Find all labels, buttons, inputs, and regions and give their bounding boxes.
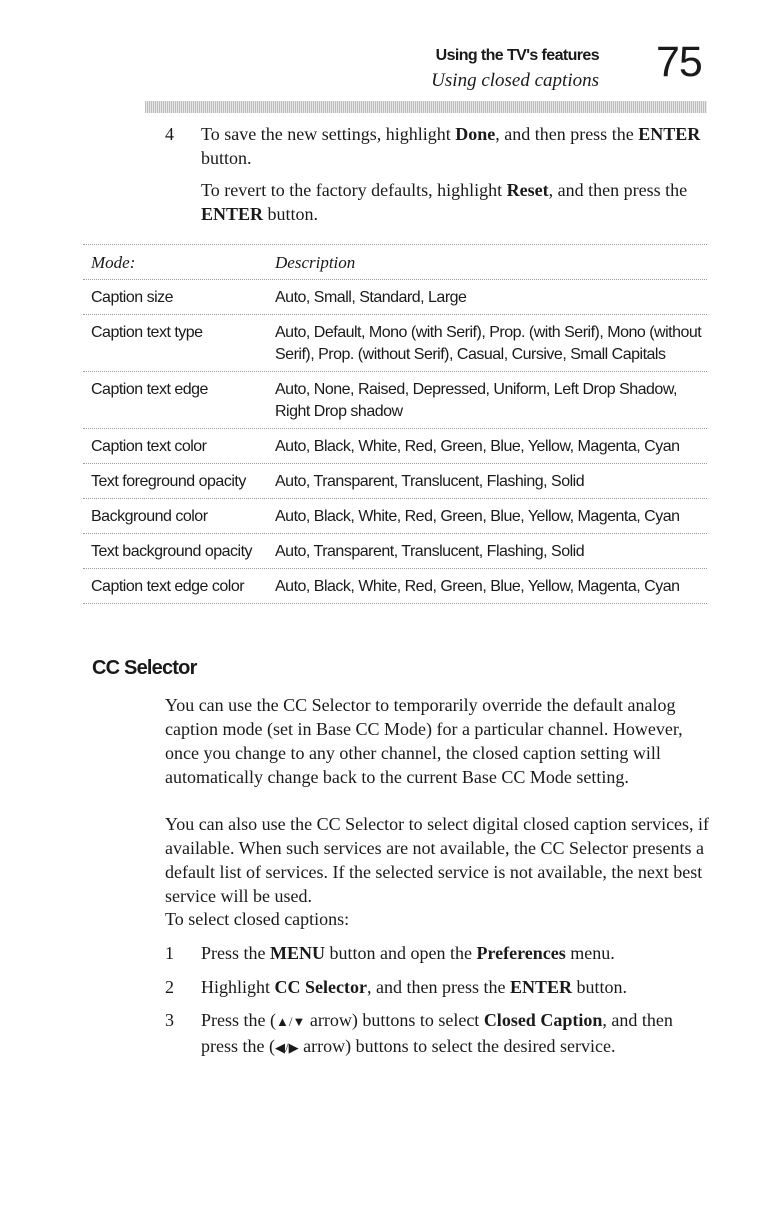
left-right-arrow-icon: ◀/▶ (274, 1040, 299, 1055)
page-number: 75 (656, 38, 702, 86)
cc-paragraph-2: You can also use the CC Selector to select digital closed caption services, if available. When such services are not available, the CC Selector presents a default list of services. If the selected service is not available, the next best service will be used. (165, 814, 710, 906)
section-heading: CC Selector (92, 657, 197, 679)
table-header-row (83, 244, 707, 280)
header-title: Using the TV's features (435, 47, 599, 64)
mode-cell: Caption text edge (91, 381, 208, 398)
table-row (83, 499, 707, 534)
header-subtitle: Using closed captions (431, 70, 599, 91)
column-header-mode: Mode: (91, 253, 136, 272)
step-text: Press the (▲/▼ arrow) buttons to select Closed Caption, and then press the (◀/▶ arrow) buttons to select the desired service. (201, 1010, 673, 1056)
cc-paragraph-3: To select closed captions: (165, 909, 350, 929)
description-cell: Auto, Small, Standard, Large (275, 289, 467, 306)
caption-options-table (83, 244, 707, 604)
description-cell: Auto, Transparent, Translucent, Flashing, Solid (275, 543, 585, 560)
step-text: Press the MENU button and open the Preferences menu. (201, 943, 615, 963)
description-cell: Auto, None, Raised, Depressed, Uniform, Left Drop Shadow, Right Drop shadow (275, 381, 677, 420)
cc-step-3 (165, 1008, 705, 1060)
description-cell: Auto, Black, White, Red, Green, Blue, Yellow, Magenta, Cyan (275, 508, 680, 525)
table-row (83, 569, 707, 604)
table-row (83, 534, 707, 569)
step-number: 3 (165, 1010, 174, 1030)
up-down-arrow-icon: ▲/▼ (276, 1014, 306, 1029)
cc-paragraph-1: You can use the CC Selector to temporarily override the default analog caption mode (set in Base CC Mode) for a particular channel. However, once you change to any other channel, the closed caption setting will automatically change back to the current Base CC Mode setting. (165, 695, 683, 787)
step-text: Highlight CC Selector, and then press the ENTER button. (201, 977, 627, 997)
mode-cell: Caption size (91, 289, 174, 306)
header-divider (145, 101, 707, 113)
description-cell: Auto, Transparent, Translucent, Flashing, Solid (275, 473, 585, 490)
column-header-description: Description (275, 253, 356, 272)
table-row (83, 315, 707, 372)
mode-cell: Text foreground opacity (91, 473, 246, 490)
mode-cell: Caption text edge color (91, 578, 245, 595)
table-row (83, 464, 707, 499)
step-4 (165, 122, 705, 226)
revert-text: To revert to the factory defaults, highlight Reset, and then press the ENTER button. (201, 180, 688, 224)
description-cell: Auto, Default, Mono (with Serif), Prop. (with Serif), Mono (without Serif), Prop. (without Serif), Casual, Cursive, Small Capitals (275, 324, 702, 363)
step-number: 4 (165, 124, 174, 144)
description-cell: Auto, Black, White, Red, Green, Blue, Yellow, Magenta, Cyan (275, 578, 680, 595)
mode-cell: Caption text type (91, 324, 203, 341)
table-row (83, 372, 707, 429)
cc-step-2 (165, 975, 705, 999)
description-cell: Auto, Black, White, Red, Green, Blue, Yellow, Magenta, Cyan (275, 438, 680, 455)
table-row (83, 429, 707, 464)
mode-cell: Background color (91, 508, 208, 525)
table-row (83, 280, 707, 315)
mode-cell: Caption text color (91, 438, 207, 455)
step-text: To save the new settings, highlight Done, and then press the ENTER button. (201, 124, 701, 168)
page-header (0, 0, 774, 120)
mode-cell: Text background opacity (91, 543, 253, 560)
cc-step-1 (165, 941, 705, 965)
step-number: 1 (165, 943, 174, 963)
step-number: 2 (165, 977, 174, 997)
